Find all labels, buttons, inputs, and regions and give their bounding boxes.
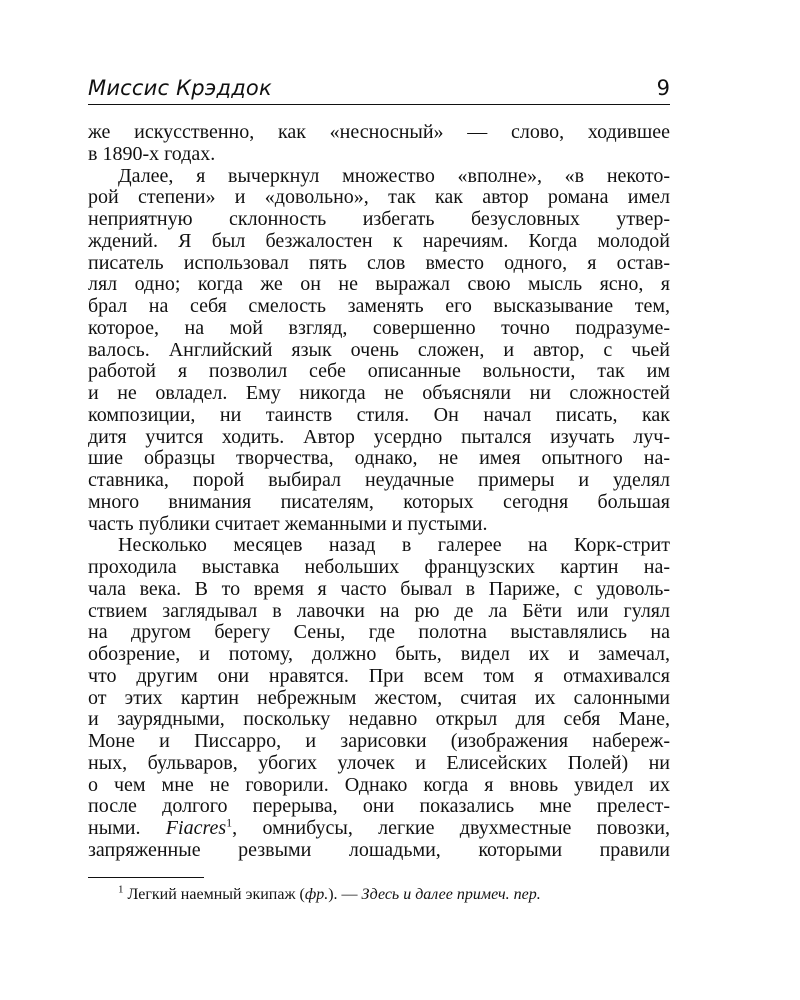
text-line: и заурядными, поскольку недавно открыл для себя Мане, [88, 708, 670, 731]
text-line: брал на себя смелость заменять его высказывание тем, [88, 295, 670, 317]
text-line: что другим они нравятся. При всем том я отмахивался [88, 664, 670, 687]
text-line: часть публики считает жеманными и пустыми. [88, 512, 488, 535]
footnote [118, 885, 678, 905]
text-line: ствием заглядывал в лавочки на рю де ла Бёти или гулял [88, 599, 670, 622]
text-line: на другом берегу Сены, где полотна выставлялись на [88, 621, 670, 644]
text-fragment: , омнибусы, легкие двухместные повозки, [232, 817, 671, 839]
footnote-rule [88, 877, 204, 878]
text-line: запряженные резвыми лошадьми, которыми правили [88, 838, 670, 861]
text-line: композиции, ни таинств стиля. Он начал писать, как [88, 403, 670, 426]
text-line-with-footnote [88, 815, 671, 840]
text-line: обозрение, и потому, должно быть, видел их и замечал, [88, 643, 670, 665]
body-text [88, 122, 670, 862]
footnote-number: 1 [118, 883, 124, 896]
text-line: которое, на мой взгляд, совершенно точно подразуме- [88, 316, 670, 339]
text-line: неприятную склонность избегать безусловных утвер- [88, 208, 670, 230]
text-line: дитя учится ходить. Автор усердно пытался изучать луч- [88, 425, 670, 448]
page-number: 9 [656, 76, 670, 100]
text-line: Далее, я вычеркнул множество «вполне», «в некото- [118, 164, 670, 187]
page-header [88, 74, 670, 105]
text-line: в 1890-х годах. [88, 142, 216, 165]
text-line: лял одно; когда же он не выражал свою мысль ясно, я [88, 273, 670, 296]
text-line: ставника, порой выбирал неудачные примеры и уделял [88, 469, 670, 491]
text-line: много внимания писателям, которых сегодня большая [88, 490, 670, 513]
text-line: шие образцы творчества, однако, не имея опытного на- [88, 447, 670, 470]
text-line: ных, бульваров, убогих улочек и Елисейских Полей) ни [88, 751, 670, 774]
text-line: проходила выставка небольших французских картин на- [88, 556, 670, 578]
text-line: после долгого перерыва, они показались мне прелест- [88, 795, 670, 818]
footnote-text-after: ). — [328, 886, 362, 903]
text-line: же искусственно, как «несносный» — слово, ходившее [88, 121, 670, 143]
footnote-text: Легкий наемный экипаж ( [127, 886, 305, 903]
text-line: от этих картин небрежным жестом, считая их салонными [88, 686, 670, 709]
text-line: и не овладел. Ему никогда не объясняли ни сложностей [88, 382, 670, 404]
running-title: Миссис Крэддок [88, 76, 272, 100]
text-line: о чем мне не говорили. Однако когда я вновь увидел их [88, 773, 670, 796]
footnote-abbrev: фр. [304, 886, 329, 903]
text-line: чала века. В то время я часто бывал в Париже, с удоволь- [88, 577, 670, 600]
text-line: писатель использовал пять слов вместо одного, я остав- [88, 251, 670, 274]
foreign-word: Fiacres [165, 817, 227, 839]
text-line: валось. Английский язык очень сложен, и автор, с чьей [88, 338, 670, 361]
text-line: работой я позволил себе описанные вольности, так им [88, 360, 670, 383]
text-line: Моне и Писсарро, и зарисовки (изображения набереж- [88, 730, 670, 752]
text-line: Несколько месяцев назад в галерее на Корк-стрит [118, 534, 670, 557]
footnote-editor-note: Здесь и далее примеч. пер. [361, 886, 541, 903]
text-fragment: ными. [88, 817, 166, 839]
text-line: ждений. Я был безжалостен к наречиям. Когда молодой [88, 229, 670, 252]
text-line: рой степени» и «довольно», так как автор романа имел [88, 186, 670, 209]
footnote-marker[interactable]: 1 [226, 815, 233, 830]
